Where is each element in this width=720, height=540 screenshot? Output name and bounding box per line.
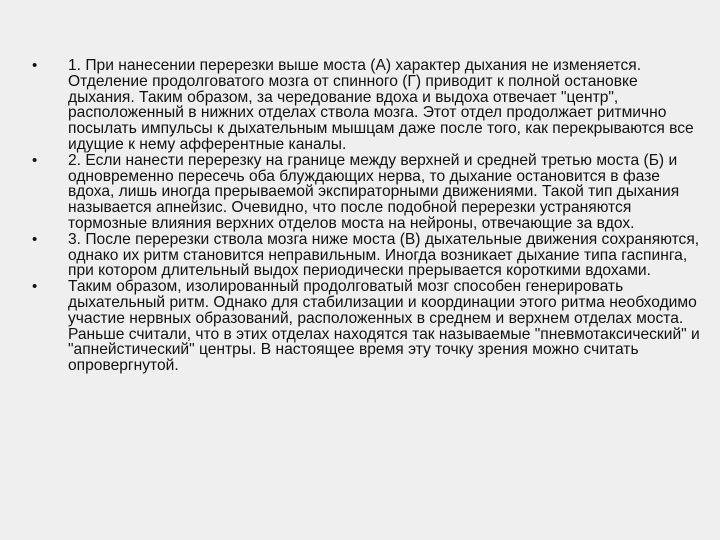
paragraph-text: Таким образом, изолированный продолговатый мозг способен генерировать дыхательный ритм. Однако для стабилизации и координации этого ритма необходимо участие нервных образований, расположенных в среднем и верхнем отделах моста. Раньше считали, что в этих отделах находятся так называемые "пневмотаксический" и "апнейстический" центры. В настоящее время эту точку зрения можно считать опровергнутой.	[68, 278, 700, 375]
bullet-item-3	[32, 232, 704, 279]
bullet-item-4	[32, 279, 704, 374]
bullet-marker: •	[32, 278, 38, 296]
bullet-item-2	[32, 153, 704, 232]
bullet-list	[32, 58, 704, 374]
paragraph-text: 3. После перерезки ствола мозга ниже моста (В) дыхательные движения сохраняются, однако их ритм становится неправильным. Иногда возникает дыхание типа гаспинга, при котором длительный выдох периодически прерывается короткими вдохами.	[68, 230, 700, 280]
paragraph-text: 2. Если нанести перерезку на границе между верхней и средней третью моста (Б) и одновременно пересечь оба блуждающих нерва, то дыхание остановится в фазе вдоха, лишь иногда прерываемой экспираторными движениями. Такой тип дыхания называется апнейзис. Очевидно, что после подобной перерезки устраняются тормозные влияния верхних отделов моста на нейроны, отвечающие за вдох.	[68, 151, 680, 232]
bullet-item-1	[32, 58, 704, 153]
bullet-marker: •	[32, 57, 38, 74]
bullet-marker: •	[32, 151, 38, 169]
paragraph-text: 1. При нанесении перерезки выше моста (А) характер дыхания не изменяется. Отделение продолговатого мозга от спинного (Г) приводит к полной остановке дыхания. Таким образом, за чередование вдоха и выдоха отвечает "центр", расположенный в нижних отделах ствола мозга. Этот отдел продолжает ритмично посылать импульсы к дыхательным мышцам даже после того, как перекрываются все идущие к нему афферентные каналы.	[68, 57, 694, 153]
bullet-marker: •	[32, 230, 38, 248]
